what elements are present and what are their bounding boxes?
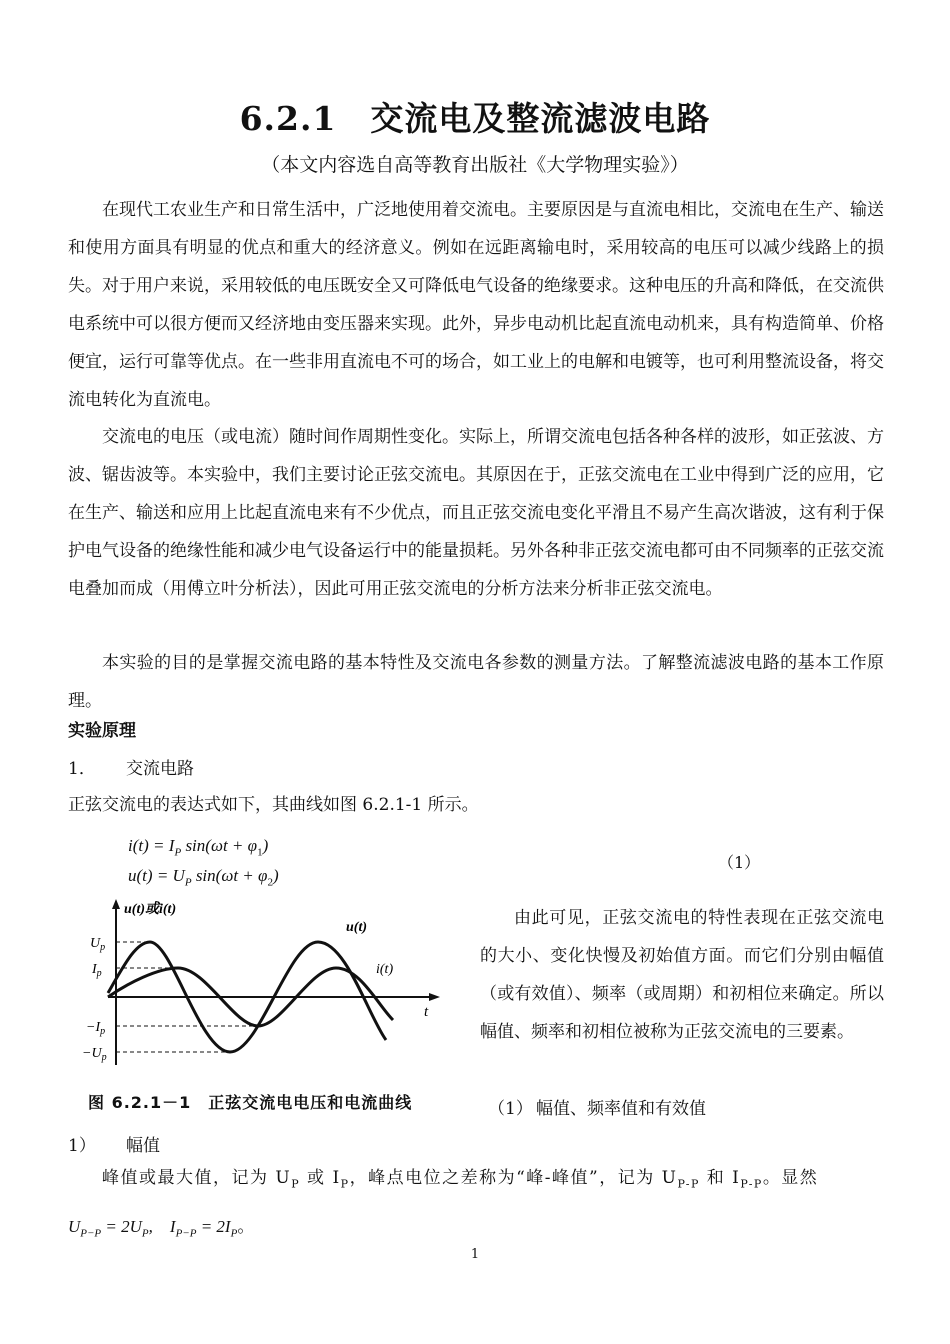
- subsection-number: 1）: [68, 1136, 96, 1156]
- x-axis-arrow: [429, 993, 440, 1001]
- subsection-label: 幅值、频率值和有效值: [536, 1099, 706, 1119]
- side-paragraph: 由此可见，正弦交流电的特性表现在正弦交流电的大小、变化快慢及初始值方面。而它们分别由幅值（或有效值）、频率（或周期）和初相位来确定。所以幅值、频率和初相位被称为正弦交流电的三要素。: [480, 908, 884, 1042]
- figure-caption: 图 6.2.1－1 正弦交流电电压和电流曲线: [88, 1093, 413, 1112]
- paragraph-3: 本实验的目的是掌握交流电路的基本特性及交流电各参数的测量方法。了解整流滤波电路的基本工作原理。: [68, 653, 884, 711]
- item-number: 1．: [68, 759, 96, 779]
- subsection-amplitude-frequency: [488, 1094, 706, 1119]
- ac-waveform-figure: [82, 895, 448, 1090]
- voltage-label: u(t): [346, 920, 367, 935]
- subsection-amplitude: [68, 1131, 160, 1156]
- subsection-label: 幅值: [126, 1136, 160, 1156]
- ip-tick-label: $I_p$: [92, 962, 102, 979]
- neg-ip-tick-label: $-I_p$: [86, 1020, 106, 1037]
- page-title: 6.2.1 交流电及整流滤波电路: [239, 99, 711, 138]
- neg-up-tick-label: $-U_p$: [82, 1046, 107, 1063]
- intro-sentence: 正弦交流电的表达式如下，其曲线如图 6.2.1-1 所示。: [68, 795, 479, 815]
- list-item-ac-circuit: [68, 754, 194, 779]
- current-label: i(t): [376, 962, 394, 977]
- y-axis-arrow: [112, 899, 120, 909]
- paragraph-2: 交流电的电压（或电流）随时间作周期性变化。实际上，所谓交流电包括各种各样的波形，如正弦波、方波、锯齿波等。本实验中，我们主要讨论正弦交流电。其原因在于，正弦交流电在工业中得到广泛的应用，它在生产、输送和应用上比起直流电来有不少优点，而且正弦交流电变化平滑且不易产生高次谐波，这有利于保护电气设备的绝缘性能和减少电气设备运行中的能量损耗。另外各种非正弦交流电都可由不同频率的正弦交流电叠加而成（用傅立叶分析法），因此可用正弦交流电的分析方法来分析非正弦交流电。: [68, 427, 884, 599]
- equation-voltage: $u(t) = U_P$ $\sin(\omega t + \varphi_2)$: [128, 866, 279, 889]
- paragraph-1: 在现代工农业生产和日常生活中，广泛地使用着交流电。主要原因是与直流电相比，交流电在生产、输送和使用方面具有明显的优点和重大的经济意义。例如在远距离输电时，采用较高的电压可以减少线路上的损失。对于用户来说，采用较低的电压既安全又可降低电气设备的绝缘要求。这种电压的升高和降低，在交流供电系统中可以很方便而又经济地由变压器来实现。此外，异步电动机比起直流电动机来，具有构造简单、价格便宜，运行可靠等优点。在一些非用直流电不可的场合，如工业上的电解和电镀等，也可利用整流设备，将交流电转化为直流电。: [68, 200, 884, 410]
- peak-to-peak-formula: $U_{P-P} = 2U_P$, $I_{P-P} = 2I_P$。: [68, 1217, 255, 1240]
- section-heading: 实验原理: [68, 721, 136, 741]
- x-axis-label: t: [424, 1004, 429, 1020]
- peak-value-paragraph: 峰值或最大值，记为 $U_P$ 或 $I_P$，峰点电位之差称为“峰-峰值”，记为 $U_{P-P}$ 和 $I_{P-P}$。显然: [102, 1168, 819, 1191]
- page-subtitle: （本文内容选自高等教育出版社《大学物理实验》）: [261, 154, 689, 176]
- item-label: 交流电路: [126, 759, 194, 779]
- y-axis-label: u(t)或i(t): [124, 902, 177, 917]
- equation-current: $i(t) = I_P$ $\sin(\omega t + \varphi_1)$: [128, 836, 269, 859]
- page-number: 1: [470, 1247, 480, 1262]
- subsection-number: （1）: [488, 1099, 533, 1119]
- equation-number: （1）: [718, 853, 761, 872]
- up-tick-label: $U_p$: [90, 936, 106, 953]
